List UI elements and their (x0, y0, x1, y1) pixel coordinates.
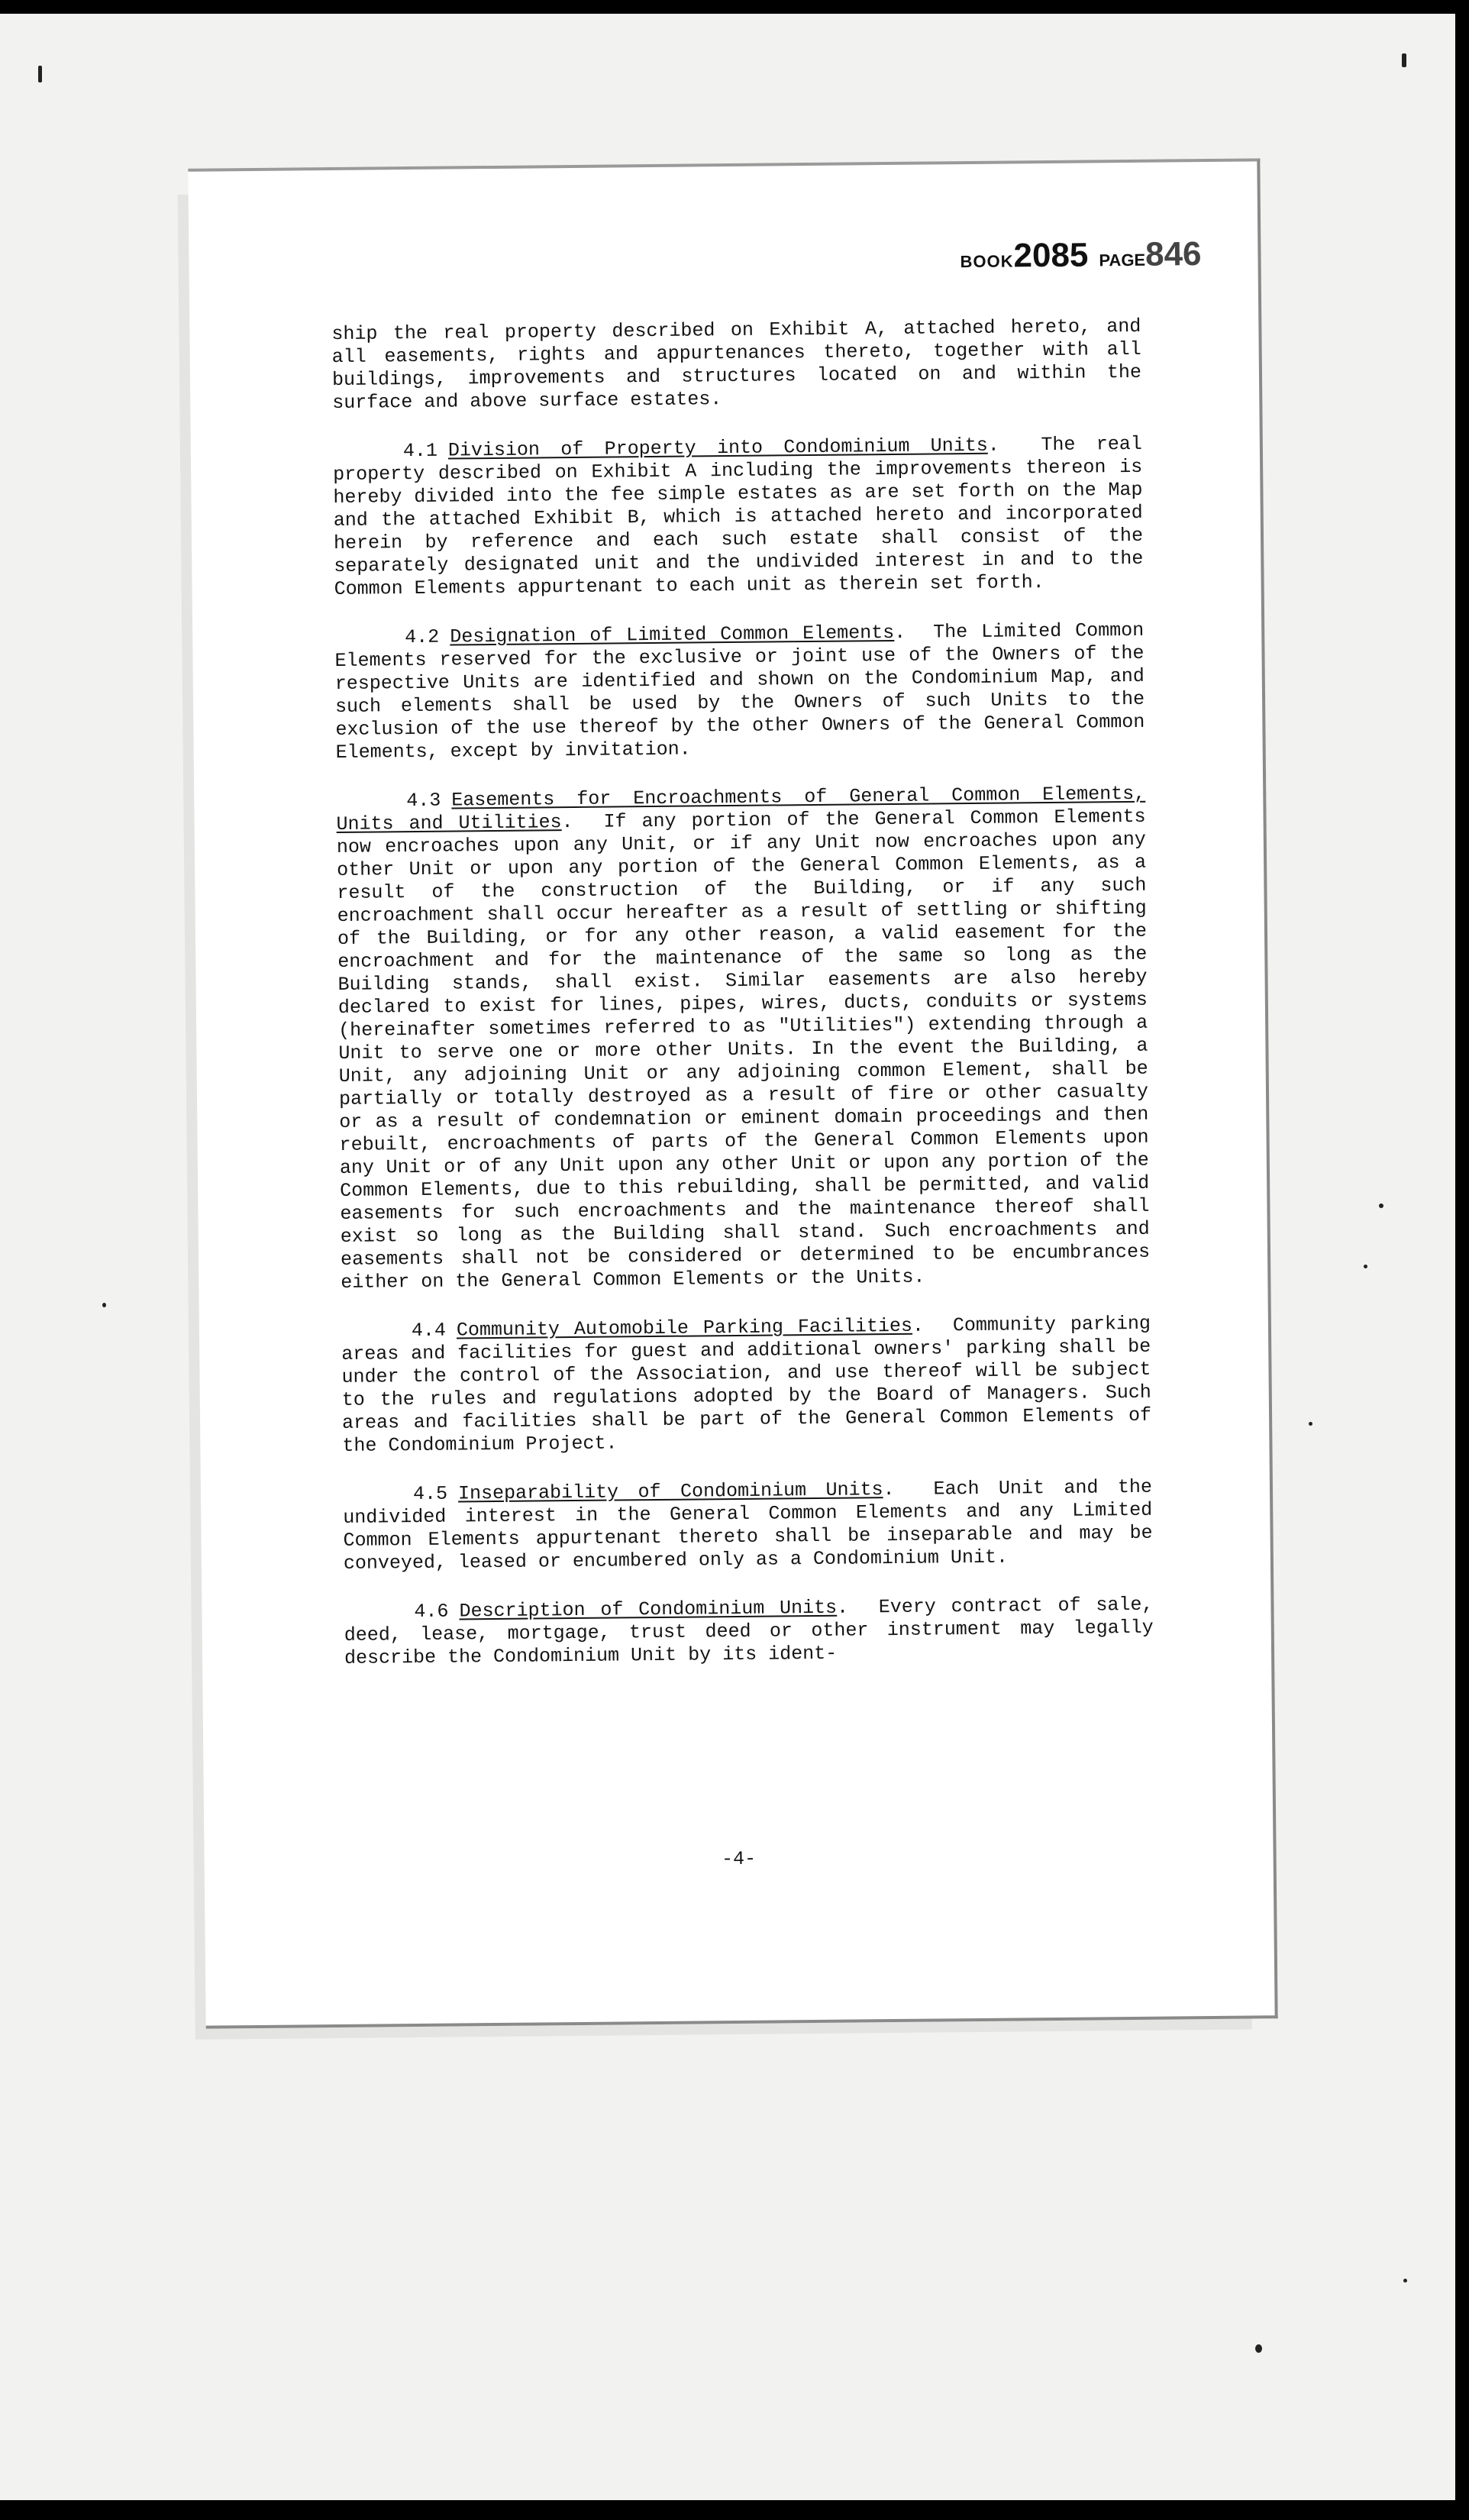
intro-paragraph: ship the real property described on Exhibit A, attached hereto, and all easements, rights and appurtenances thereto, together with all buildings, improvements and structures located on and within the surface and above surface estates. (331, 315, 1142, 414)
scan-speck (1309, 1422, 1312, 1426)
section-4-5: 4.5 Inseparability of Condominium Units. Each Unit and the undivided interest in the General Common Elements and any Limited Common Elements appurtenant thereto shall be inseparable and may be conveyed, leased or encumbered only as a Condominium Unit. (343, 1475, 1153, 1575)
section-4-1: 4.1 Division of Property into Condominium Units. The real property described on Exhibit A including the improvements thereon is hereby divided into the fee simple estates as are set forth on the Map and the attached Exhibit B, which is attached hereto and incorporated herein by reference and each such estate shall consist of the separately designated unit and the undivided interest in and to the Common Elements appurtenant to each unit as therein set forth. (333, 432, 1144, 600)
scan-speck (38, 66, 42, 82)
scan-border-bottom (0, 2500, 1469, 2520)
document-body (331, 315, 1154, 1696)
section-text: The Limited Common Elements reserved for the exclusive or joint use of the Owners of the respective Units are identified and shown on the Condominium Map, and such elements shall be used by the Owners of such Units to the exclusion of the use thereof by the other Owners of the General Common Elements, except by invitation. (334, 619, 1145, 764)
page-number: -4- (721, 1847, 757, 1871)
document-page (188, 158, 1277, 2028)
book-label: BOOK (960, 251, 1014, 272)
scan-border-right (1455, 0, 1469, 2520)
section-text: Community parking areas and facilities for guest and additional owners' parking shall be under the control of the Association, and use thereof will be subject to the rules and regulations adopted by the Board of Managers. Such areas and facilities shall be part of the General Common Elements of the Condominium Project. (341, 1312, 1152, 1457)
section-4-6: 4.6 Description of Condominium Units. Every contract of sale, deed, lease, mortgage, trust deed or other instrument may legally describe the Condominium Unit by its ident- (344, 1593, 1154, 1669)
page-label: PAGE (1099, 250, 1146, 270)
section-title: Division of Property into Condominium Units (447, 434, 988, 462)
section-title: Inseparability of Condominium Units (457, 1478, 883, 1505)
scan-speck (1379, 1203, 1383, 1208)
section-text: If any portion of the General Common Elements now encroaches upon any Unit, or if any Unit now encroaches upon any other Unit or upon any portion of the General Common Elements, as a result of the construction of the Building, or if any such encroachment shall occur hereafter as a result of settling or shifting of the Building, or for any other reason, a valid easement for the encroachment and for the maintenance of the same so long as the Building stands, shall exist. Similar easements are also hereby declared to exist for lines, pipes, wires, ducts, conduits or systems (hereinafter sometimes referred to as "Utilities") extending through a Unit to serve one or more other Units. In the event the Building, a Unit, any adjoining Unit or any adjoining common Element, shall be partially or totally destroyed as a result of fire or other casualty or as a result of condemnation or eminent domain proceedings and then rebuilt, encroachments of parts of the General Common Elements upon any Unit or of any Unit upon any other Unit or upon any portion of the Common Elements, due to this rebuilding, shall be permitted, and valid easements for such encroachments and the maintenance thereof shall exist so long as the Building shall stand. Such encroachments and easements shall not be considered or determined to be encumbrances either on the General Common Elements or the Units. (336, 805, 1151, 1294)
scan-speck (1403, 2279, 1407, 2283)
scan-speck (102, 1303, 106, 1307)
book-number: 2085 (1013, 236, 1089, 275)
section-number: 4.3 (406, 789, 441, 813)
section-number: 4.6 (414, 1600, 449, 1623)
scan-speck (1402, 53, 1406, 67)
section-title: Designation of Limited Common Elements (450, 621, 895, 648)
scan-speck (1364, 1265, 1367, 1268)
section-number: 4.2 (405, 625, 440, 649)
scan-border-top (0, 0, 1469, 14)
stamped-page-number: 846 (1145, 235, 1202, 273)
section-number: 4.4 (411, 1319, 447, 1342)
section-number: 4.1 (402, 439, 438, 463)
section-title: Community Automobile Parking Facilities (456, 1314, 913, 1342)
section-4-2: 4.2 Designation of Limited Common Elements. The Limited Common Elements reserved for the exclusive or joint use of the Owners of the respective Units are identified and shown on the Condominium Map, and such elements shall be used by the Owners of such Units to the exclusion of the use thereof by the other Owners of the General Common Elements, except by invitation. (334, 619, 1145, 764)
section-text: Each Unit and the undivided interest in the General Common Elements and any Limited Common Elements appurtenant thereto shall be inseparable and may be conveyed, leased or encumbered only as a Condominium Unit. (343, 1475, 1153, 1575)
section-4-4: 4.4 Community Automobile Parking Facilities. Community parking areas and facilities for guest and additional owners' parking shall be under the control of the Association, and use thereof will be subject to the rules and regulations adopted by the Board of Managers. Such areas and facilities shall be part of the General Common Elements of the Condominium Project. (341, 1312, 1152, 1457)
section-title: Easements for Encroachments of General Common Elements, Units and Utilities (336, 782, 1146, 835)
section-text: Every contract of sale, deed, lease, mortgage, trust deed or other instrument may legally describe the Condominium Unit by its ident- (344, 1593, 1154, 1669)
section-text: The real property described on Exhibit A including the improvements thereon is hereby divided into the fee simple estates as are set forth on the Map and the attached Exhibit B, which is attached hereto and incorporated herein by reference and each such estate shall consist of the separately designated unit and the undivided interest in and to the Common Elements appurtenant to each unit as therein set forth. (333, 432, 1144, 600)
section-4-3: 4.3 Easements for Encroachments of General Common Elements, Units and Utilities. If any portion of the General Common Elements now encroaches upon any Unit, or if any Unit now encroaches upon any other Unit or upon any portion of the General Common Elements, as a result of the construction of the Building, or if any such encroachment shall occur hereafter as a result of settling or shifting of the Building, or for any other reason, a valid easement for the encroachment and for the maintenance of the same so long as the Building stands, shall exist. Similar easements are also hereby declared to exist for lines, pipes, wires, ducts, conduits or systems (hereinafter sometimes referred to as "Utilities") extending through a Unit to serve one or more other Units. In the event the Building, a Unit, any adjoining Unit or any adjoining common Element, shall be partially or totally destroyed as a result of fire or other casualty or as a result of condemnation or eminent domain proceedings and then rebuilt, encroachments of parts of the General Common Elements upon any Unit or of any Unit upon any other Unit or upon any portion of the Common Elements, due to this rebuilding, shall be permitted, and valid easements for such encroachments and the maintenance thereof shall exist so long as the Building shall stand. Such encroachments and easements shall not be considered or determined to be encumbrances either on the General Common Elements or the Units. (336, 782, 1151, 1294)
section-title: Description of Condominium Units (459, 1596, 838, 1623)
book-page-stamp (960, 235, 1201, 276)
scan-speck (1255, 2344, 1262, 2353)
section-number: 4.5 (412, 1482, 448, 1506)
